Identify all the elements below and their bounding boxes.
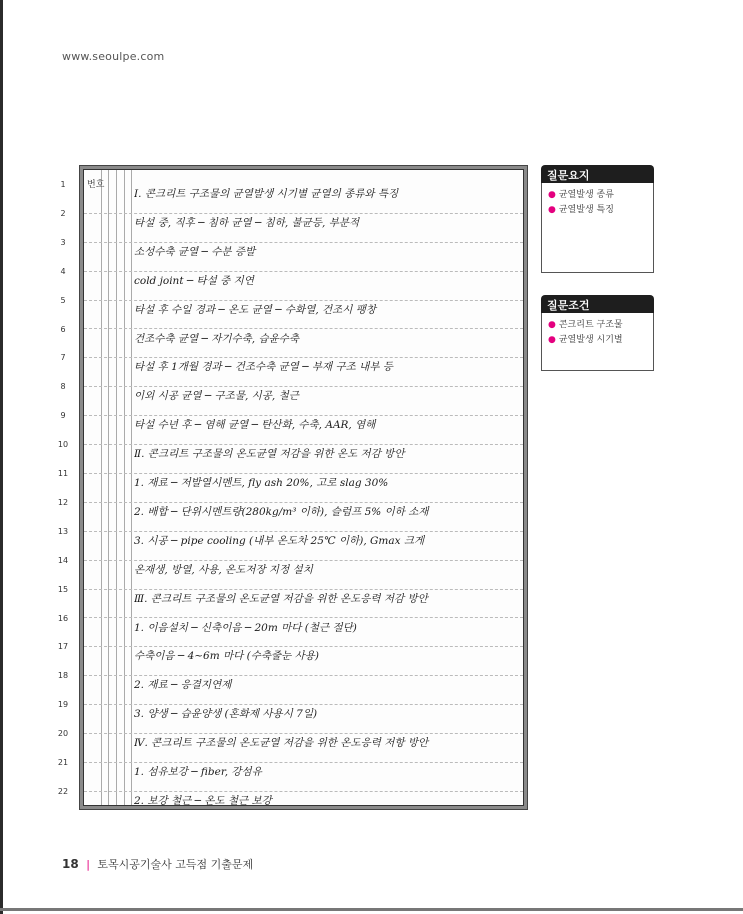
handwritten-line: 타설 후 1개월 경과 ─ 건조수축 균열 ─ 부재 구조 내부 등 bbox=[134, 361, 393, 374]
line-number: 17 bbox=[57, 642, 69, 652]
line-number: 6 bbox=[60, 324, 66, 334]
handwritten-line: Ⅱ. 콘크리트 구조물의 온도균열 저감을 위한 온도 저감 방안 bbox=[134, 448, 405, 461]
bottom-rule bbox=[0, 908, 743, 911]
line-number: 13 bbox=[57, 526, 69, 536]
line-number: 20 bbox=[57, 729, 69, 739]
sheet-row bbox=[84, 560, 523, 590]
sheet-row bbox=[84, 791, 523, 806]
handwritten-line: cold joint ─ 타설 중 지연 bbox=[134, 274, 254, 287]
handwritten-line: 소성수축 균열 ─ 수분 증발 bbox=[134, 245, 256, 258]
line-number: 3 bbox=[60, 237, 66, 247]
sheet-row bbox=[84, 675, 523, 705]
handwritten-line: 2. 재료 ─ 응결지연제 bbox=[134, 679, 232, 692]
list-item: ● 균열발생 종류 bbox=[548, 190, 614, 200]
sheet-row bbox=[84, 646, 523, 676]
line-number: 1 bbox=[60, 180, 66, 189]
list-item: ● 균열발생 시기별 bbox=[548, 335, 623, 345]
line-number: 14 bbox=[57, 555, 69, 565]
sheet-row bbox=[84, 415, 523, 445]
sheet-row bbox=[84, 618, 523, 648]
sheet-number-header: 번호 bbox=[87, 180, 105, 190]
book-title: 토목시공기술사 고득점 기출문제 bbox=[97, 858, 254, 871]
line-number: 2 bbox=[60, 208, 66, 218]
sheet-row bbox=[84, 589, 523, 619]
handwritten-line: 타설 수년 후 ─ 염해 균열 ─ 탄산화, 수축, AAR, 염해 bbox=[134, 419, 376, 432]
list-item: ● 콘크리트 구조물 bbox=[548, 320, 623, 330]
sheet-row bbox=[84, 213, 523, 243]
sheet-row bbox=[84, 762, 523, 792]
handwritten-line: 2. 배합 ─ 단위시멘트량(280kg/m³ 이하), 슬럼프 5% 이하 소재 bbox=[134, 505, 429, 518]
handwritten-line: 3. 양생 ─ 습윤양생 (혼화제 사용시 7일) bbox=[134, 708, 318, 721]
line-number: 7 bbox=[60, 353, 66, 363]
line-number: 12 bbox=[57, 497, 69, 507]
handwritten-line: Ⅲ. 콘크리트 구조물의 온도균열 저감을 위한 온도응력 저감 방안 bbox=[134, 592, 428, 605]
page-footer bbox=[62, 856, 253, 872]
line-number: 15 bbox=[57, 584, 69, 594]
sheet-row bbox=[84, 357, 523, 387]
handwritten-line: 이외 시공 균열 ─ 구조물, 시공, 철근 bbox=[134, 390, 299, 403]
handwritten-line: 1. 재료 ─ 저발열시멘트, fly ash 20%, 고로 slag 30% bbox=[134, 477, 389, 489]
line-number: 16 bbox=[57, 613, 69, 623]
sheet-row bbox=[84, 184, 523, 214]
bullet-icon: ● bbox=[548, 205, 556, 215]
sheet-row bbox=[84, 531, 523, 561]
handwritten-line: 1. 이음설치 ─ 신축이음 ─ 20m 마다 (철근 절단) bbox=[134, 621, 357, 634]
sheet-row bbox=[84, 444, 523, 474]
line-number: 11 bbox=[57, 469, 69, 478]
line-number: 19 bbox=[57, 700, 69, 710]
sheet-row bbox=[84, 300, 523, 330]
question-conditions-box bbox=[541, 295, 654, 371]
bullet-icon: ● bbox=[548, 320, 556, 330]
site-url: www.seoulpe.com bbox=[62, 50, 165, 63]
question-conditions-title: 질문조건 bbox=[541, 295, 654, 313]
sheet-row bbox=[84, 502, 523, 532]
handwritten-line: 수축이음 ─ 4~6m 마다 (수축줄눈 사용) bbox=[134, 650, 320, 663]
handwritten-line: 온재생, 방열, 사용, 온도저장 지정 설치 bbox=[134, 563, 313, 576]
sheet-row bbox=[84, 329, 523, 359]
line-number: 22 bbox=[57, 786, 69, 796]
bullet-icon: ● bbox=[548, 335, 556, 345]
handwritten-line: Ⅳ. 콘크리트 구조물의 온도균열 저감을 위한 온도응력 저항 방안 bbox=[134, 737, 429, 750]
sheet-row bbox=[84, 733, 523, 763]
left-edge-bar bbox=[0, 0, 3, 914]
handwritten-line: 타설 후 수일 경과 ─ 온도 균열 ─ 수화열, 건조시 팽창 bbox=[134, 303, 377, 316]
list-item: ● 균열발생 특징 bbox=[548, 205, 614, 215]
question-summary-box bbox=[541, 165, 654, 273]
line-number: 21 bbox=[57, 758, 69, 767]
sheet-row bbox=[84, 704, 523, 734]
bullet-icon: ● bbox=[548, 190, 556, 200]
question-summary-title: 질문요지 bbox=[541, 165, 654, 183]
line-number: 4 bbox=[60, 266, 66, 276]
answer-sheet bbox=[79, 165, 528, 810]
line-number: 9 bbox=[60, 411, 66, 421]
line-number: 10 bbox=[57, 440, 69, 450]
handwritten-line: 1. 섬유보강 ─ fiber, 강섬유 bbox=[134, 766, 262, 778]
page-number: 18 bbox=[62, 857, 79, 871]
handwritten-line: 타설 중, 직후 ─ 침하 균열 ─ 침하, 불균등, 부분적 bbox=[134, 216, 360, 229]
line-number: 5 bbox=[60, 295, 66, 305]
line-number: 8 bbox=[60, 382, 66, 392]
sheet-row bbox=[84, 271, 523, 301]
line-number: 18 bbox=[57, 671, 69, 681]
handwritten-line: 3. 시공 ─ pipe cooling (내부 온도차 25℃ 이하), Gmax 크게 bbox=[134, 534, 425, 547]
sheet-row bbox=[84, 386, 523, 416]
handwritten-line: 2. 보강 철근 ─ 온도 철근 보강 bbox=[134, 794, 272, 806]
handwritten-line: 건조수축 균열 ─ 자기수축, 습윤수축 bbox=[134, 332, 300, 345]
footer-separator: | bbox=[86, 858, 90, 871]
sheet-row bbox=[84, 473, 523, 503]
sheet-row bbox=[84, 242, 523, 272]
answer-sheet-inner bbox=[83, 169, 524, 806]
handwritten-line: Ⅰ. 콘크리트 구조물의 균열발생 시기별 균열의 종류와 특징 bbox=[134, 188, 399, 200]
